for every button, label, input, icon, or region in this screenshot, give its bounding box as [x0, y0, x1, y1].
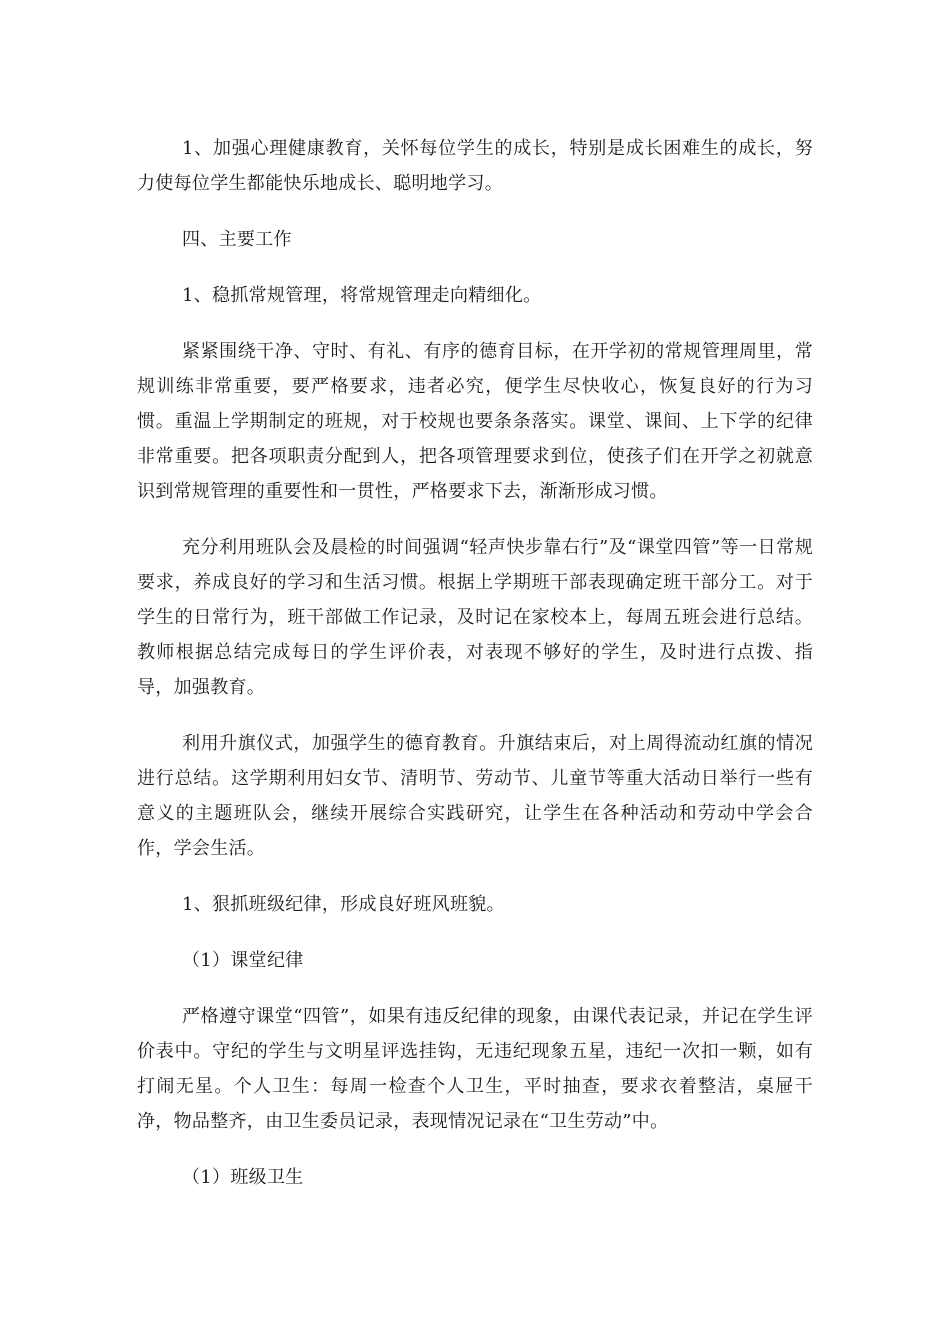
paragraph-class-meetings: 充分利用班队会及晨检的时间强调“轻声快步靠右行”及“课堂四管”等一日常规要求，养成良好的学习和生活习惯。根据上学期班干部表现确定班干部分工。对于学生的日常行为，班干部做工作记录，及时记在家校本上，每周五班会进行总结。教师根据总结完成每日的学生评价表，对表现不够好的学生，及时进行点拨、指导，加强教育。	[137, 537, 813, 698]
paragraph-mental-health: 1、加强心理健康教育，关怀每位学生的成长，特别是成长困难生的成长，努力使每位学生都能快乐地成长、聪明地学习。	[137, 138, 813, 194]
subheading-class-hygiene: （1）班级卫生	[182, 1167, 304, 1188]
document-body	[137, 131, 813, 1216]
paragraph-routine-training: 紧紧围绕干净、守时、有礼、有序的德育目标，在开学初的常规管理周里，常规训练非常重要，要严格要求，违者必究，便学生尽快收心，恢复良好的行为习惯。重温上学期制定的班规，对于校规也要条条落实。课堂、课间、上下学的纪律非常重要。把各项职责分配到人，把各项管理要求到位，使孩子们在开学之初就意识到常规管理的重要性和一贯性，严格要求下去，渐渐形成习惯。	[137, 341, 813, 502]
subheading-class-discipline: 1、狠抓班级纪律，形成良好班风班貌。	[182, 894, 505, 915]
section-heading-main-work: 四、主要工作	[182, 229, 292, 250]
subheading-routine-management: 1、稳抓常规管理，将常规管理走向精细化。	[182, 285, 542, 306]
subheading-classroom-discipline: （1）课堂纪律	[182, 950, 304, 971]
paragraph-four-rules: 严格遵守课堂“四管”，如果有违反纪律的现象，由课代表记录，并记在学生评价表中。守纪的学生与文明星评选挂钩，无违纪现象五星，违纪一次扣一颗，如有打闹无星。个人卫生：每周一检查个人卫生，平时抽查，要求衣着整洁，桌屉干净，物品整齐，由卫生委员记录，表现情况记录在“卫生劳动”中。	[137, 1006, 813, 1132]
paragraph-flag-ceremony: 利用升旗仪式，加强学生的德育教育。升旗结束后，对上周得流动红旗的情况进行总结。这学期利用妇女节、清明节、劳动节、儿童节等重大活动日举行一些有意义的主题班队会，继续开展综合实践研究，让学生在各种活动和劳动中学会合作，学会生活。	[137, 733, 813, 859]
